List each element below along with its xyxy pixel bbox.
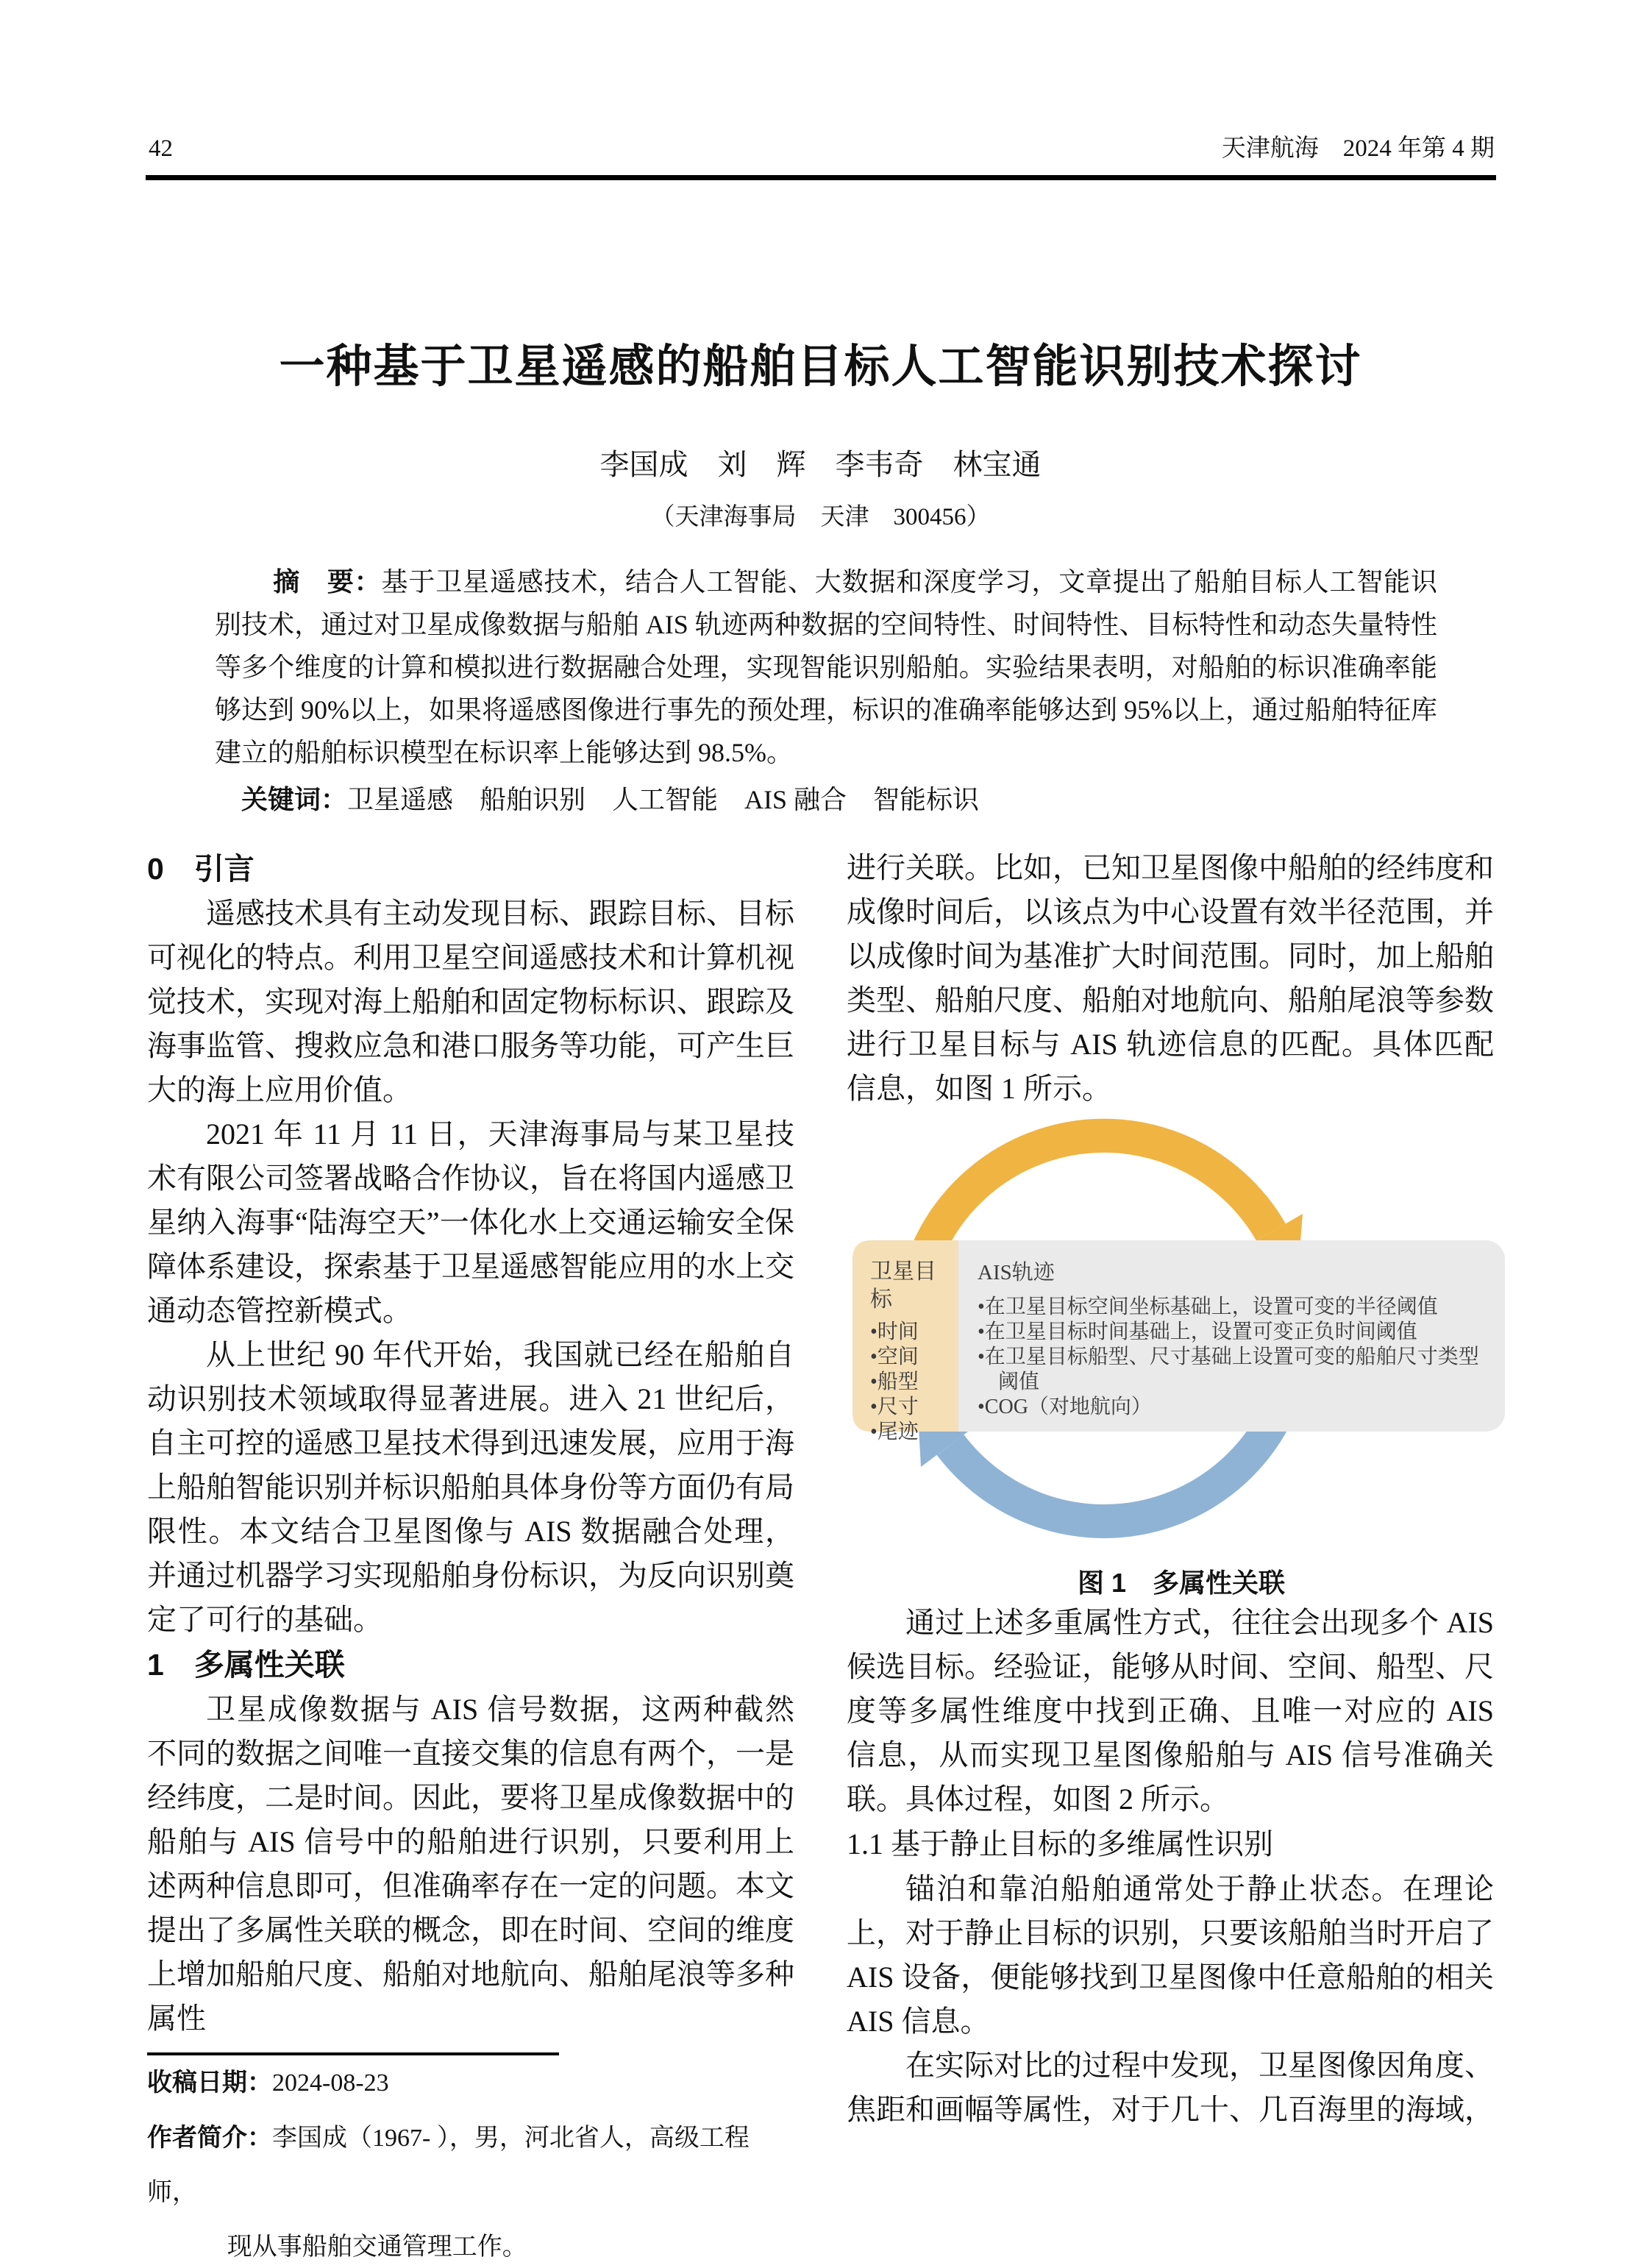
keywords	[215, 781, 1437, 818]
header-rule	[146, 175, 1496, 180]
affiliation: （天津海事局 天津 300456）	[650, 504, 991, 530]
running-head	[149, 134, 1495, 163]
bullet-item: •在卫星目标船型、尺寸基础上设置可变的船舶尺寸类型阈值	[978, 1345, 1479, 1393]
bullet-item: •尺寸	[870, 1396, 919, 1418]
paragraph: 2021 年 11 月 11 日，天津海事局与某卫星技术有限公司签署战略合作协议，旨在将国内遥感卫星纳入海事“陆海空天”一体化水上交通运输安全保障体系建设，探索基于卫星遥感智能应用的水上交通动态管控新模式。	[147, 1117, 794, 1327]
author-bio-label: 作者简介：	[147, 2124, 272, 2152]
keywords-label: 关键词：	[241, 784, 348, 814]
bullet-item: •尾迹	[870, 1421, 919, 1443]
section-1-heading: 1 多属性关联	[147, 1648, 345, 1682]
author-bio-line-2: 现从事船舶交通管理工作。	[227, 2233, 527, 2261]
paragraph: 锚泊和靠泊船舶通常处于静止状态。在理论上，对于静止目标的识别，只要该船舶当时开启了 AIS 设备，便能够找到卫星图像中任意船舶的相关 AIS 信息。	[847, 1872, 1494, 2038]
multi-attribute-cycle-diagram	[847, 1115, 1516, 1557]
paper-title: 一种基于卫星遥感的船舶目标人工智能识别技术探讨	[279, 341, 1362, 392]
bullet-item: •在卫星目标时间基础上，设置可变正负时间阈值	[978, 1320, 1417, 1343]
bullet-item: •空间	[870, 1345, 919, 1368]
paragraph: 遥感技术具有主动发现目标、跟踪目标、目标可视化的特点。利用卫星空间遥感技术和计算机视觉技术，实现对海上船舶和固定物标标识、跟踪及海事监管、搜救应急和港口服务等功能，可产生巨大的海上应用价值。	[147, 897, 794, 1106]
paragraph: 通过上述多重属性方式，往往会出现多个 AIS 候选目标。经验证，能够从时间、空间、船型、尺度等多属性维度中找到正确、且唯一对应的 AIS 信息，从而实现卫星图像船舶与 AIS 信号准确关联。具体过程，如图 2 所示。	[847, 1606, 1494, 1816]
satellite-target-panel	[852, 1240, 957, 1443]
received-date-label: 收稿日期：	[147, 2069, 272, 2097]
abstract-label: 摘 要：	[273, 566, 382, 597]
figure-1-caption: 图 1 多属性关联	[1077, 1568, 1286, 1598]
abstract-text: 基于卫星遥感技术，结合人工智能、大数据和深度学习，文章提出了船舶目标人工智能识别技术，通过对卫星成像数据与船舶 AIS 轨迹两种数据的空间特性、时间特性、目标特性和动态失量特性等多个维度的计算和模拟进行数据融合处理，实现智能识别船舶。实验结果表明，对船舶的标识准确率能够达到 90%以上，如果将遥感图像进行事先的预处理，标识的准确率能够达到 95%以上，通过船舶特征库建立的船舶标识模型在标识率上能够达到 98.5%。	[215, 567, 1437, 767]
received-date-value: 2024-08-23	[272, 2069, 389, 2097]
received-date-line	[147, 2055, 794, 2111]
ais-track-panel	[978, 1240, 1497, 1432]
page-number: 42	[149, 135, 173, 162]
paragraph: 进行关联。比如，已知卫星图像中船舶的经纬度和成像时间后，以该点为中心设置有效半径范围，并以成像时间为基准扩大时间范围。同时，加上船舶类型、船舶尺度、船舶对地航向、船舶尾浪等参数进行卫星目标与 AIS 轨迹信息的匹配。具体匹配信息，如图 1 所示。	[847, 851, 1494, 1105]
abstract	[215, 561, 1437, 774]
satellite-target-bullets	[870, 1320, 957, 1445]
author-bio-line	[147, 2111, 794, 2220]
section-1-1-heading: 1.1 基于静止目标的多维属性识别	[847, 1827, 1273, 1860]
paragraph: 卫星成像数据与 AIS 信号数据，这两种截然不同的数据之间唯一直接交集的信息有两个，一是经纬度，二是时间。因此，要将卫星成像数据中的船舶与 AIS 信号中的船舶进行识别，只要利用上述两种信息即可，但准确率存在一定的问题。本文提出了多属性关联的概念，即在时间、空间的维度上增加船舶尺度、船舶对地航向、船舶尾浪等多种属性	[147, 1693, 794, 2035]
bullet-item: •船型	[870, 1371, 919, 1393]
satellite-target-title: 卫星目标	[870, 1259, 936, 1312]
section-0-heading: 0 引言	[147, 852, 254, 886]
figure-1	[847, 1115, 1494, 1601]
ais-track-title: AIS轨迹	[978, 1261, 1055, 1284]
journal-issue: 天津航海 2024 年第 4 期	[1221, 135, 1495, 162]
bullet-item: •时间	[870, 1320, 919, 1343]
paragraph: 在实际对比的过程中发现，卫星图像因角度、焦距和画幅等属性，对于几十、几百海里的海域，	[847, 2049, 1494, 2126]
body-columns	[147, 846, 1494, 2268]
authors: 李国成 刘 辉 李韦奇 林宝通	[599, 448, 1042, 481]
footnote	[147, 2052, 794, 2268]
author-bio-text: 李国成（1967- ），男，河北省人，高级工程师，	[147, 2125, 750, 2206]
bullet-item: •COG（对地航向）	[978, 1396, 1152, 1418]
paragraph: 从上世纪 90 年代开始，我国就已经在船舶自动识别技术领域取得显著进展。进入 21 世纪后，自主可控的遥感卫星技术得到迅速发展，应用于海上船舶智能识别并标识船舶具体身份等方面仍有局限性。本文结合卫星图像与 AIS 数据融合处理，并通过机器学习实现船舶身份标识，为反向识别奠定了可行的基础。	[147, 1338, 794, 1636]
keywords-text: 卫星遥感 船舶识别 人工智能 AIS 融合 智能标识	[347, 785, 980, 814]
bullet-item: •在卫星目标空间坐标基础上，设置可变的半径阈值	[978, 1295, 1438, 1318]
left-column	[147, 846, 794, 2268]
ais-track-bullets	[978, 1295, 1497, 1420]
right-column	[847, 846, 1494, 2268]
